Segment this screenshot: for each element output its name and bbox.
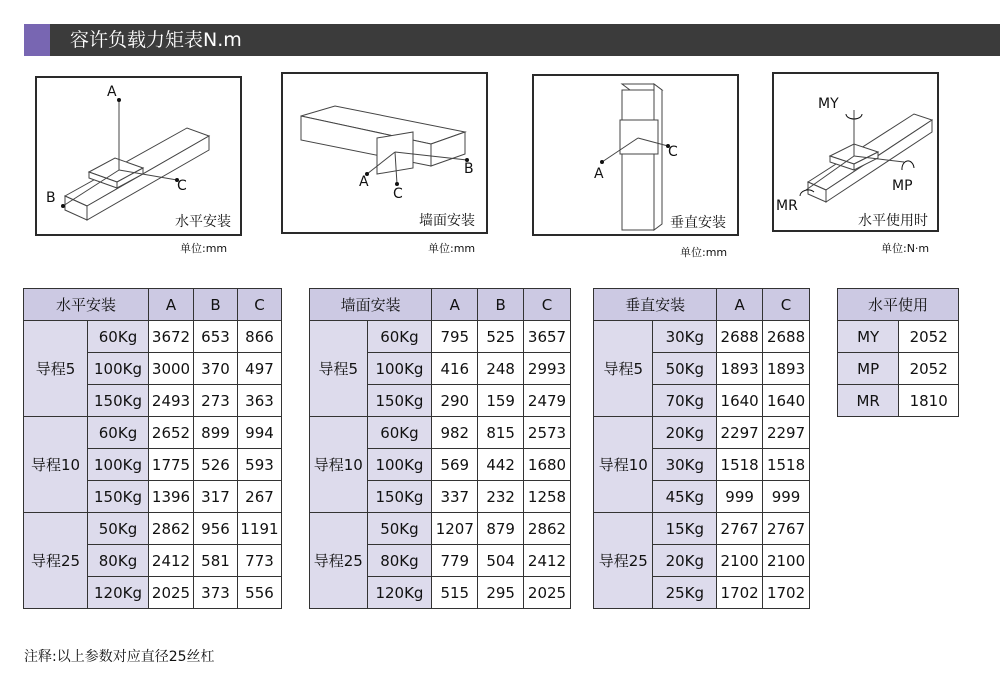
axis-label-b: B	[46, 190, 56, 206]
value-cell: 2025	[524, 577, 571, 609]
value-cell: 2862	[149, 513, 194, 545]
value-cell: 956	[194, 513, 238, 545]
axis-label-a: A	[359, 174, 369, 190]
value-cell: 1702	[717, 577, 763, 609]
value-cell: 2573	[524, 417, 571, 449]
value-cell: 1893	[717, 353, 763, 385]
lead-group: 导程25	[310, 513, 368, 609]
table-header: C	[238, 289, 282, 321]
load-cell: 20Kg	[653, 545, 717, 577]
table-row	[838, 385, 959, 417]
value-cell: 999	[763, 481, 810, 513]
value-cell: 317	[194, 481, 238, 513]
value-cell: 2493	[149, 385, 194, 417]
value-cell: 1893	[763, 353, 810, 385]
value-cell: 363	[238, 385, 282, 417]
axis-label-c: C	[177, 178, 187, 194]
table-header: A	[717, 289, 763, 321]
value-cell: 999	[717, 481, 763, 513]
diagram-unit: 单位:mm	[428, 242, 476, 255]
load-cell: 70Kg	[653, 385, 717, 417]
section-header	[24, 24, 1000, 56]
table-row	[594, 417, 810, 449]
axis-label-a: A	[107, 84, 117, 100]
value-cell: 593	[238, 449, 282, 481]
value-cell: 1640	[717, 385, 763, 417]
load-cell: 100Kg	[367, 353, 432, 385]
axis-label-c: C	[668, 144, 678, 160]
load-cell: 30Kg	[653, 321, 717, 353]
value-cell: 416	[432, 353, 478, 385]
value-cell: 773	[238, 545, 282, 577]
moment-name-cell: MR	[838, 385, 899, 417]
lead-group: 导程5	[594, 321, 653, 417]
diagram-unit: 单位:mm	[680, 246, 728, 259]
value-cell: 504	[478, 545, 524, 577]
table-row	[838, 321, 959, 353]
moment-name-cell: MY	[838, 321, 899, 353]
value-cell: 1640	[763, 385, 810, 417]
load-cell: 50Kg	[88, 513, 149, 545]
table-row	[24, 513, 282, 545]
value-cell: 295	[478, 577, 524, 609]
load-cell: 20Kg	[653, 417, 717, 449]
value-cell: 994	[238, 417, 282, 449]
value-cell: 2100	[763, 545, 810, 577]
table-horizontal-install	[23, 288, 282, 609]
footnote: 注释:以上参数对应直径25丝杠	[24, 649, 215, 665]
load-cell: 100Kg	[367, 449, 432, 481]
value-cell: 1191	[238, 513, 282, 545]
value-cell: 2767	[717, 513, 763, 545]
value-cell: 442	[478, 449, 524, 481]
value-cell: 290	[432, 385, 478, 417]
value-cell: 779	[432, 545, 478, 577]
value-cell: 526	[194, 449, 238, 481]
value-cell: 337	[432, 481, 478, 513]
lead-group: 导程5	[310, 321, 368, 417]
load-cell: 60Kg	[367, 417, 432, 449]
value-cell: 2052	[899, 321, 959, 353]
table-row	[24, 417, 282, 449]
value-cell: 497	[238, 353, 282, 385]
diagram-wall-install	[281, 72, 488, 234]
value-cell: 653	[194, 321, 238, 353]
table-header: B	[194, 289, 238, 321]
diagram-caption: 水平使用时	[858, 213, 928, 229]
value-cell: 2412	[149, 545, 194, 577]
value-cell: 267	[238, 481, 282, 513]
lead-group: 导程10	[310, 417, 368, 513]
header-accent-bar	[24, 24, 50, 56]
value-cell: 2025	[149, 577, 194, 609]
table-vertical-install	[593, 288, 810, 609]
table-horizontal-use-moment	[837, 288, 959, 417]
moment-name-cell: MP	[838, 353, 899, 385]
table-row	[594, 513, 810, 545]
load-cell: 150Kg	[367, 385, 432, 417]
table-header: 水平安装	[24, 289, 149, 321]
axis-label-b: B	[464, 161, 474, 177]
load-cell: 60Kg	[367, 321, 432, 353]
value-cell: 879	[478, 513, 524, 545]
lead-group: 导程10	[24, 417, 88, 513]
value-cell: 795	[432, 321, 478, 353]
diagram-unit: 单位:mm	[180, 242, 228, 255]
table-row	[310, 321, 571, 353]
diagram-horizontal-install	[35, 76, 242, 236]
load-cell: 100Kg	[88, 449, 149, 481]
table-row	[594, 321, 810, 353]
table-row	[838, 353, 959, 385]
diagram-vertical-install	[532, 74, 739, 236]
value-cell: 2052	[899, 353, 959, 385]
diagram-caption: 水平安装	[175, 214, 231, 230]
load-cell: 150Kg	[88, 481, 149, 513]
load-cell: 80Kg	[88, 545, 149, 577]
value-cell: 2993	[524, 353, 571, 385]
lead-group: 导程25	[594, 513, 653, 609]
value-cell: 815	[478, 417, 524, 449]
value-cell: 2479	[524, 385, 571, 417]
value-cell: 1810	[899, 385, 959, 417]
value-cell: 1518	[763, 449, 810, 481]
value-cell: 2100	[717, 545, 763, 577]
load-cell: 80Kg	[367, 545, 432, 577]
value-cell: 1258	[524, 481, 571, 513]
value-cell: 525	[478, 321, 524, 353]
value-cell: 1396	[149, 481, 194, 513]
diagram-caption: 墙面安装	[419, 213, 475, 229]
value-cell: 2297	[763, 417, 810, 449]
load-cell: 150Kg	[88, 385, 149, 417]
load-cell: 120Kg	[88, 577, 149, 609]
diagram-horizontal-use	[772, 72, 939, 232]
value-cell: 1775	[149, 449, 194, 481]
value-cell: 2652	[149, 417, 194, 449]
lead-group: 导程25	[24, 513, 88, 609]
value-cell: 3672	[149, 321, 194, 353]
load-cell: 150Kg	[367, 481, 432, 513]
value-cell: 370	[194, 353, 238, 385]
value-cell: 373	[194, 577, 238, 609]
table-wall-install	[309, 288, 571, 609]
diagram-unit: 单位:N·m	[881, 242, 930, 255]
load-cell: 100Kg	[88, 353, 149, 385]
value-cell: 866	[238, 321, 282, 353]
moment-label-mp: MP	[892, 178, 913, 194]
load-cell: 30Kg	[653, 449, 717, 481]
table-header: 墙面安装	[310, 289, 432, 321]
value-cell: 581	[194, 545, 238, 577]
value-cell: 899	[194, 417, 238, 449]
load-cell: 120Kg	[367, 577, 432, 609]
moment-label-mr: MR	[776, 198, 798, 214]
value-cell: 1207	[432, 513, 478, 545]
value-cell: 2862	[524, 513, 571, 545]
value-cell: 248	[478, 353, 524, 385]
table-header: 水平使用	[838, 289, 959, 321]
load-cell: 45Kg	[653, 481, 717, 513]
load-cell: 50Kg	[367, 513, 432, 545]
table-header: A	[149, 289, 194, 321]
table-row	[310, 513, 571, 545]
diagram-caption: 垂直安装	[670, 215, 726, 231]
value-cell: 515	[432, 577, 478, 609]
value-cell: 232	[478, 481, 524, 513]
value-cell: 2688	[717, 321, 763, 353]
table-header: A	[432, 289, 478, 321]
value-cell: 2767	[763, 513, 810, 545]
axis-label-a: A	[594, 166, 604, 182]
lead-group: 导程5	[24, 321, 88, 417]
value-cell: 1518	[717, 449, 763, 481]
table-row	[24, 321, 282, 353]
load-cell: 15Kg	[653, 513, 717, 545]
section-title: 容许负载力矩表N.m	[70, 29, 242, 51]
value-cell: 3657	[524, 321, 571, 353]
moment-label-my: MY	[818, 96, 839, 112]
value-cell: 1680	[524, 449, 571, 481]
value-cell: 556	[238, 577, 282, 609]
value-cell: 569	[432, 449, 478, 481]
value-cell: 982	[432, 417, 478, 449]
value-cell: 3000	[149, 353, 194, 385]
value-cell: 2412	[524, 545, 571, 577]
table-header: C	[763, 289, 810, 321]
axis-label-c: C	[393, 186, 403, 202]
load-cell: 25Kg	[653, 577, 717, 609]
value-cell: 2688	[763, 321, 810, 353]
table-header: 垂直安装	[594, 289, 717, 321]
load-cell: 60Kg	[88, 321, 149, 353]
value-cell: 273	[194, 385, 238, 417]
load-cell: 60Kg	[88, 417, 149, 449]
value-cell: 1702	[763, 577, 810, 609]
lead-group: 导程10	[594, 417, 653, 513]
value-cell: 2297	[717, 417, 763, 449]
table-header: C	[524, 289, 571, 321]
value-cell: 159	[478, 385, 524, 417]
load-cell: 50Kg	[653, 353, 717, 385]
table-row	[310, 417, 571, 449]
table-header: B	[478, 289, 524, 321]
